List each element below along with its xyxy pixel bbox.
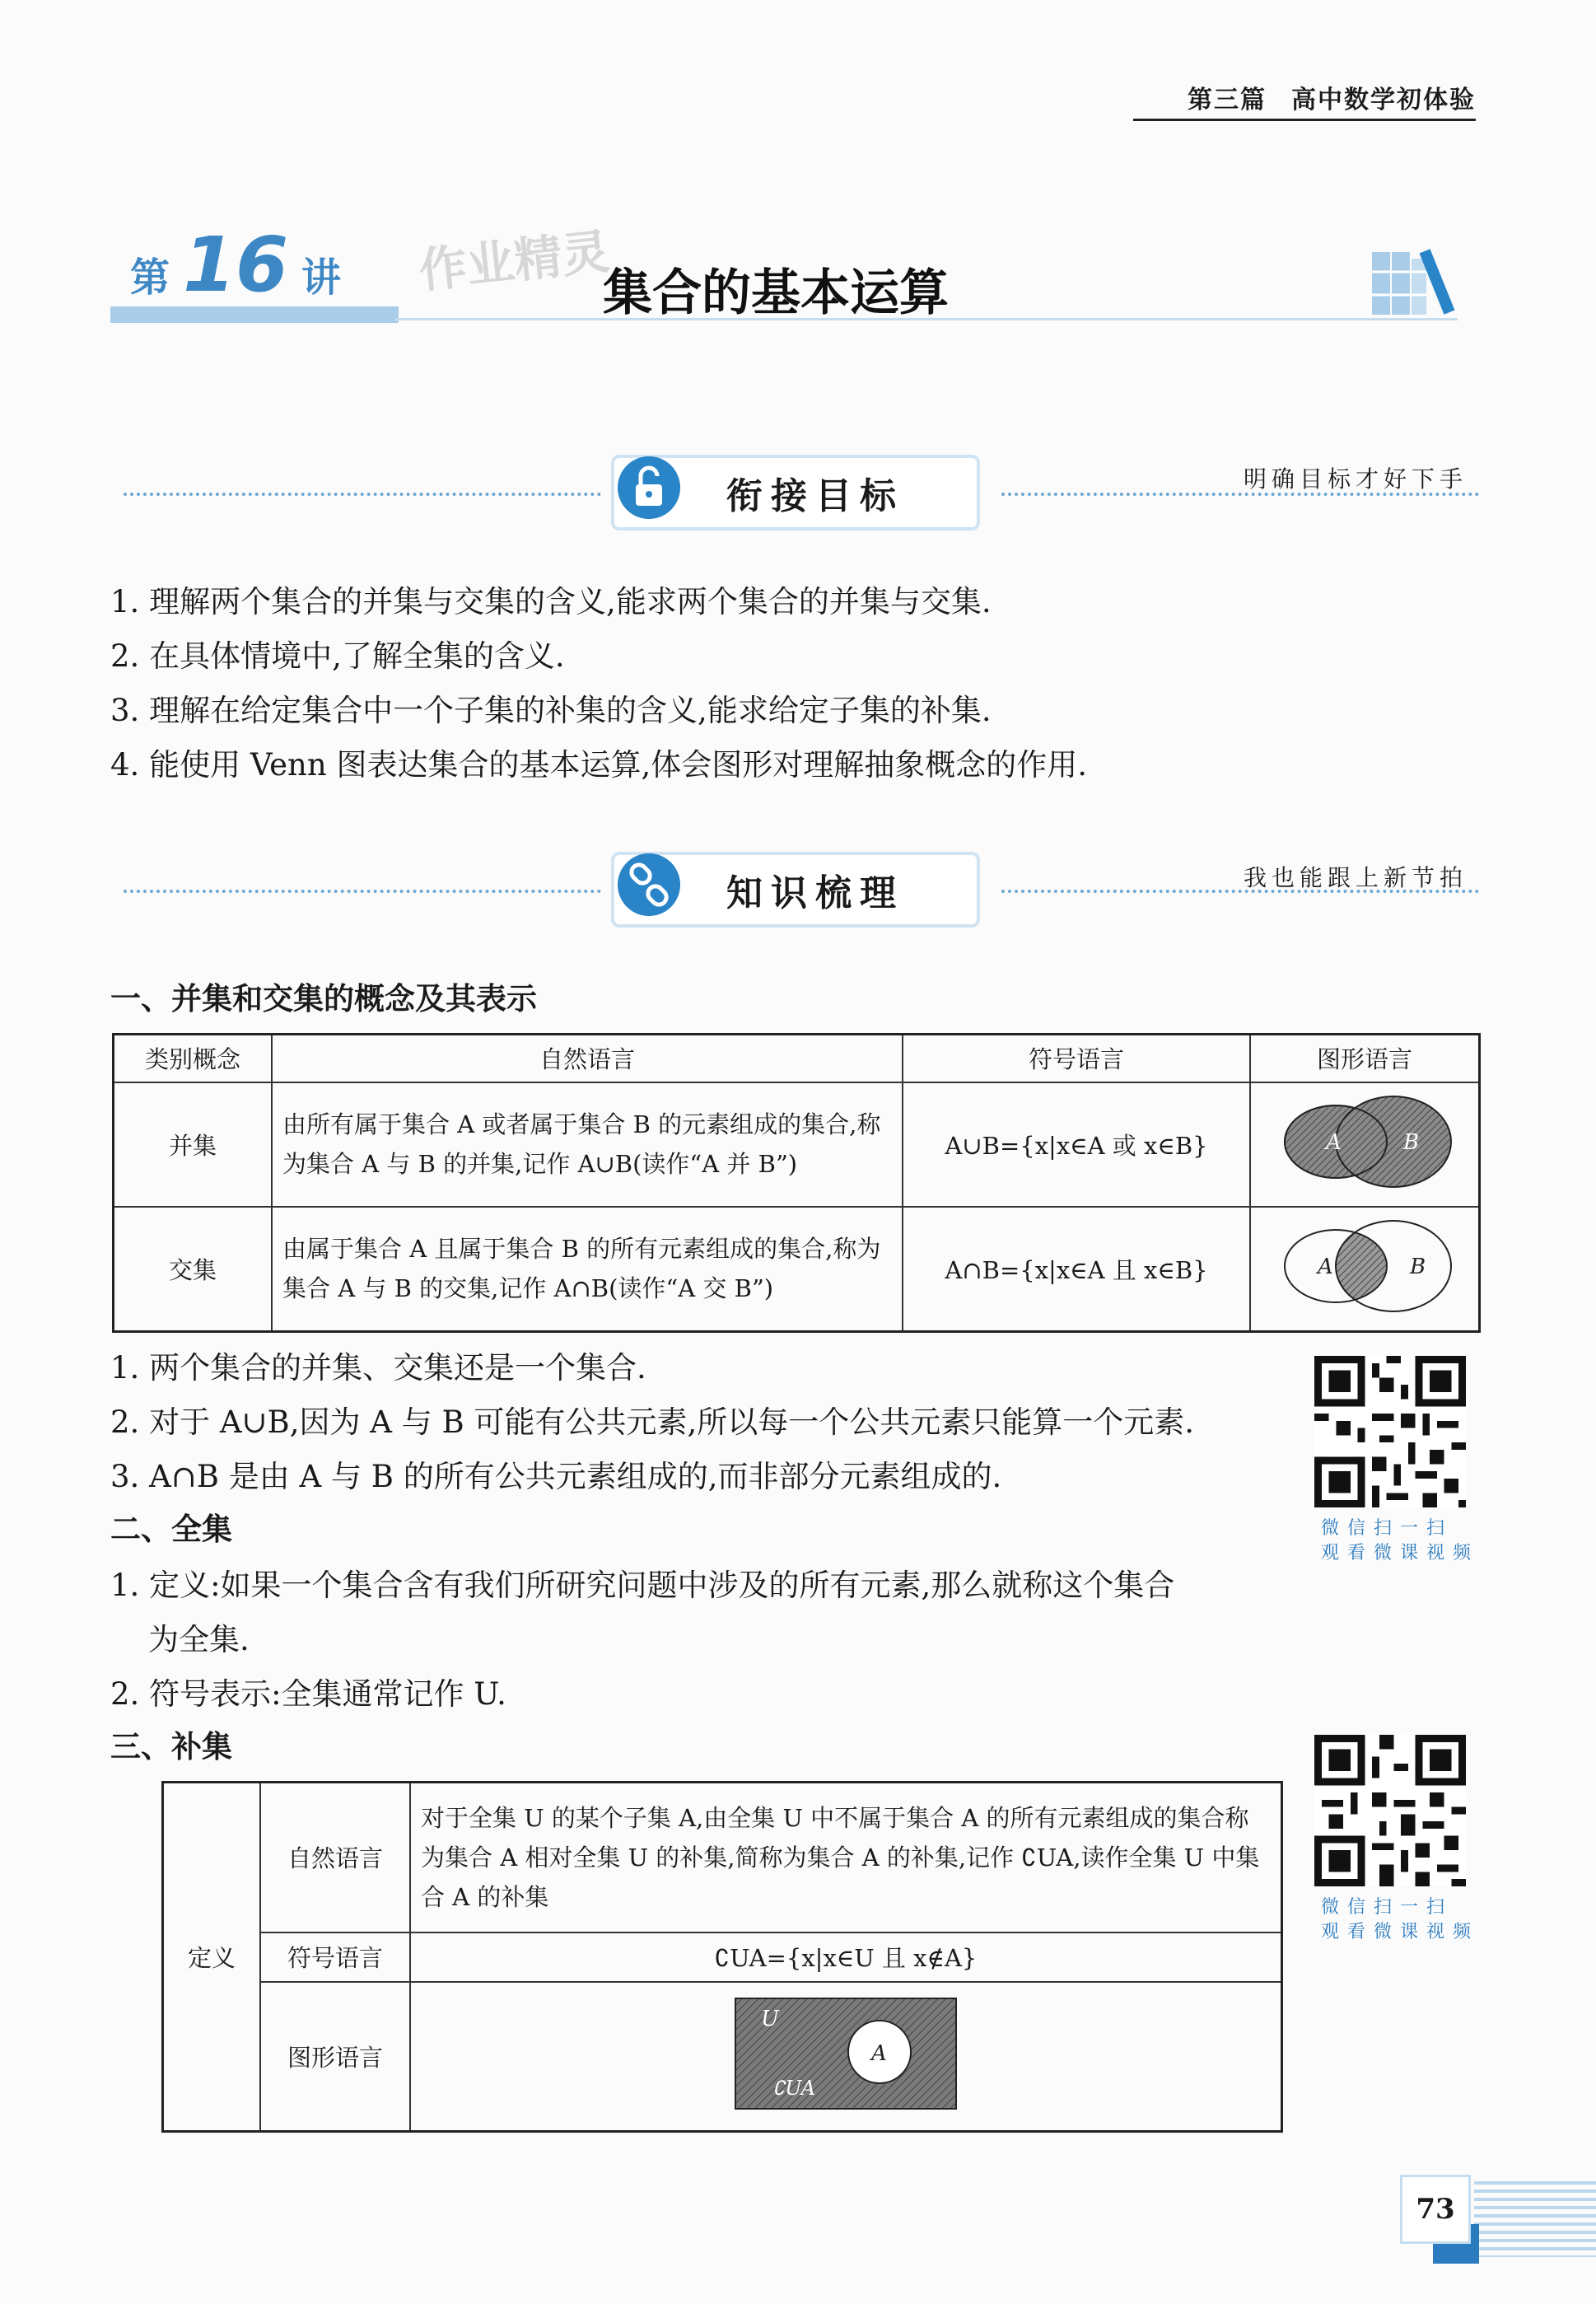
lecture-number — [130, 221, 341, 309]
table-row — [163, 1783, 1282, 1932]
page-number: 73 — [1400, 2175, 1471, 2244]
table-header: 类别概念 — [114, 1035, 273, 1082]
page-title: 集合的基本运算 — [603, 264, 949, 322]
objective-4: 4. 能使用 Venn 图表达集合的基本运算,体会图形对理解抽象概念的作用. — [110, 747, 1087, 783]
section-banner-goals — [611, 455, 973, 530]
lecture-bar — [110, 306, 399, 323]
table-header: 图形语言 — [1250, 1035, 1480, 1082]
qr-caption: 微信扫一扫 — [1321, 1518, 1454, 1539]
svg-text:B: B — [1410, 1254, 1426, 1279]
row-name: 符号语言 — [260, 1932, 410, 1982]
table-row — [114, 1082, 1480, 1207]
table-row — [163, 1932, 1282, 1982]
dotted-divider — [124, 890, 601, 893]
page-decoration — [1474, 2181, 1596, 2257]
note-2: 2. 对于 A∪B,因为 A 与 B 可能有公共元素,所以每一个公共元素只能算一个元素. — [110, 1404, 1194, 1440]
intersection-venn — [1250, 1207, 1480, 1332]
note-1: 1. 两个集合的并集、交集还是一个集合. — [110, 1350, 646, 1386]
banner-label: 知识梳理 — [726, 872, 904, 914]
complement-table — [161, 1781, 1283, 2133]
row-label: 定义 — [163, 1783, 261, 2132]
symbol-language: ∁UA={x|x∈U 且 x∉A} — [410, 1932, 1282, 1982]
row-name: 交集 — [114, 1207, 273, 1332]
part-title: 高中数学初体验 — [1291, 86, 1476, 114]
lecture-suffix: 讲 — [301, 255, 342, 301]
qr-caption: 观看微课视频 — [1321, 1543, 1480, 1563]
complement-diagram — [410, 1982, 1282, 2132]
table-row — [163, 1982, 1282, 2132]
link-icon — [618, 853, 680, 916]
svg-text:U: U — [761, 2006, 779, 2031]
table-header: 符号语言 — [903, 1035, 1250, 1082]
symbol-language: A∪B={x|x∈A 或 x∈B} — [903, 1082, 1250, 1207]
row-name: 图形语言 — [260, 1982, 410, 2132]
natural-language: 对于全集 U 的某个子集 A,由全集 U 中不属于集合 A 的所有元素组成的集合称为集合 A 相对全集 U 的补集,简称为集合 A 的补集,记作 ∁UA,读作全集 U 中集合 A 的补集 — [410, 1783, 1282, 1932]
part-label: 第三篇 — [1188, 86, 1267, 114]
objective-1: 1. 理解两个集合的并集与交集的含义,能求两个集合的并集与交集. — [110, 584, 992, 619]
section-heading: 三、补集 — [110, 1729, 232, 1764]
row-name: 并集 — [114, 1082, 273, 1207]
svg-text:A: A — [871, 2040, 887, 2066]
universal-set-definition-cont: 为全集. — [148, 1622, 250, 1657]
objective-2: 2. 在具体情境中,了解全集的含义. — [110, 638, 565, 674]
qr-code-icon[interactable] — [1314, 1735, 1466, 1886]
banner-label: 衔接目标 — [726, 475, 904, 517]
banner-note: 我也能跟上新节拍 — [1244, 864, 1468, 891]
dotted-divider — [124, 493, 601, 496]
table-row — [114, 1207, 1480, 1332]
lecture-prefix: 第 — [130, 255, 170, 301]
part-header — [1188, 79, 1476, 115]
note-3: 3. A∩B 是由 A 与 B 的所有公共元素组成的,而非部分元素组成的. — [110, 1459, 1002, 1494]
natural-language: 由属于集合 A 且属于集合 B 的所有元素组成的集合,称为集合 A 与 B 的交集,记作 A∩B(读作“A 交 B”) — [272, 1207, 903, 1332]
lock-icon — [618, 456, 680, 519]
section-banner-knowledge — [611, 852, 973, 928]
natural-language: 由所有属于集合 A 或者属于集合 B 的元素组成的集合,称为集合 A 与 B 的并集,记作 A∪B(读作“A 并 B”) — [272, 1082, 903, 1207]
header-rule — [1133, 119, 1476, 121]
table-header: 自然语言 — [272, 1035, 903, 1082]
svg-text:A: A — [1318, 1254, 1333, 1279]
banner-note: 明确目标才好下手 — [1244, 465, 1468, 493]
universal-set-definition: 1. 定义:如果一个集合含有我们所研究问题中涉及的所有元素,那么就称这个集合 — [110, 1568, 1175, 1603]
svg-text:B: B — [1403, 1129, 1420, 1155]
books-icon — [1370, 247, 1463, 316]
objective-3: 3. 理解在给定集合中一个子集的补集的含义,能求给定子集的补集. — [110, 693, 992, 728]
row-name: 自然语言 — [260, 1783, 410, 1932]
svg-text:∁UA: ∁UA — [772, 2076, 816, 2100]
section-heading: 二、全集 — [110, 1512, 232, 1547]
qr-caption: 观看微课视频 — [1321, 1922, 1480, 1942]
symbol-language: A∩B={x|x∈A 且 x∈B} — [903, 1207, 1250, 1332]
svg-text:A: A — [1326, 1129, 1342, 1155]
watermark: 作业精灵 — [416, 223, 613, 299]
lecture-num-value: 16 — [183, 221, 289, 309]
qr-caption: 微信扫一扫 — [1321, 1897, 1454, 1918]
section-heading: 一、并集和交集的概念及其表示 — [110, 981, 537, 1016]
universal-set-symbol: 2. 符号表示:全集通常记作 U. — [110, 1676, 506, 1712]
union-venn — [1250, 1082, 1480, 1207]
union-intersection-table — [112, 1033, 1481, 1333]
qr-code-icon[interactable] — [1314, 1356, 1466, 1507]
